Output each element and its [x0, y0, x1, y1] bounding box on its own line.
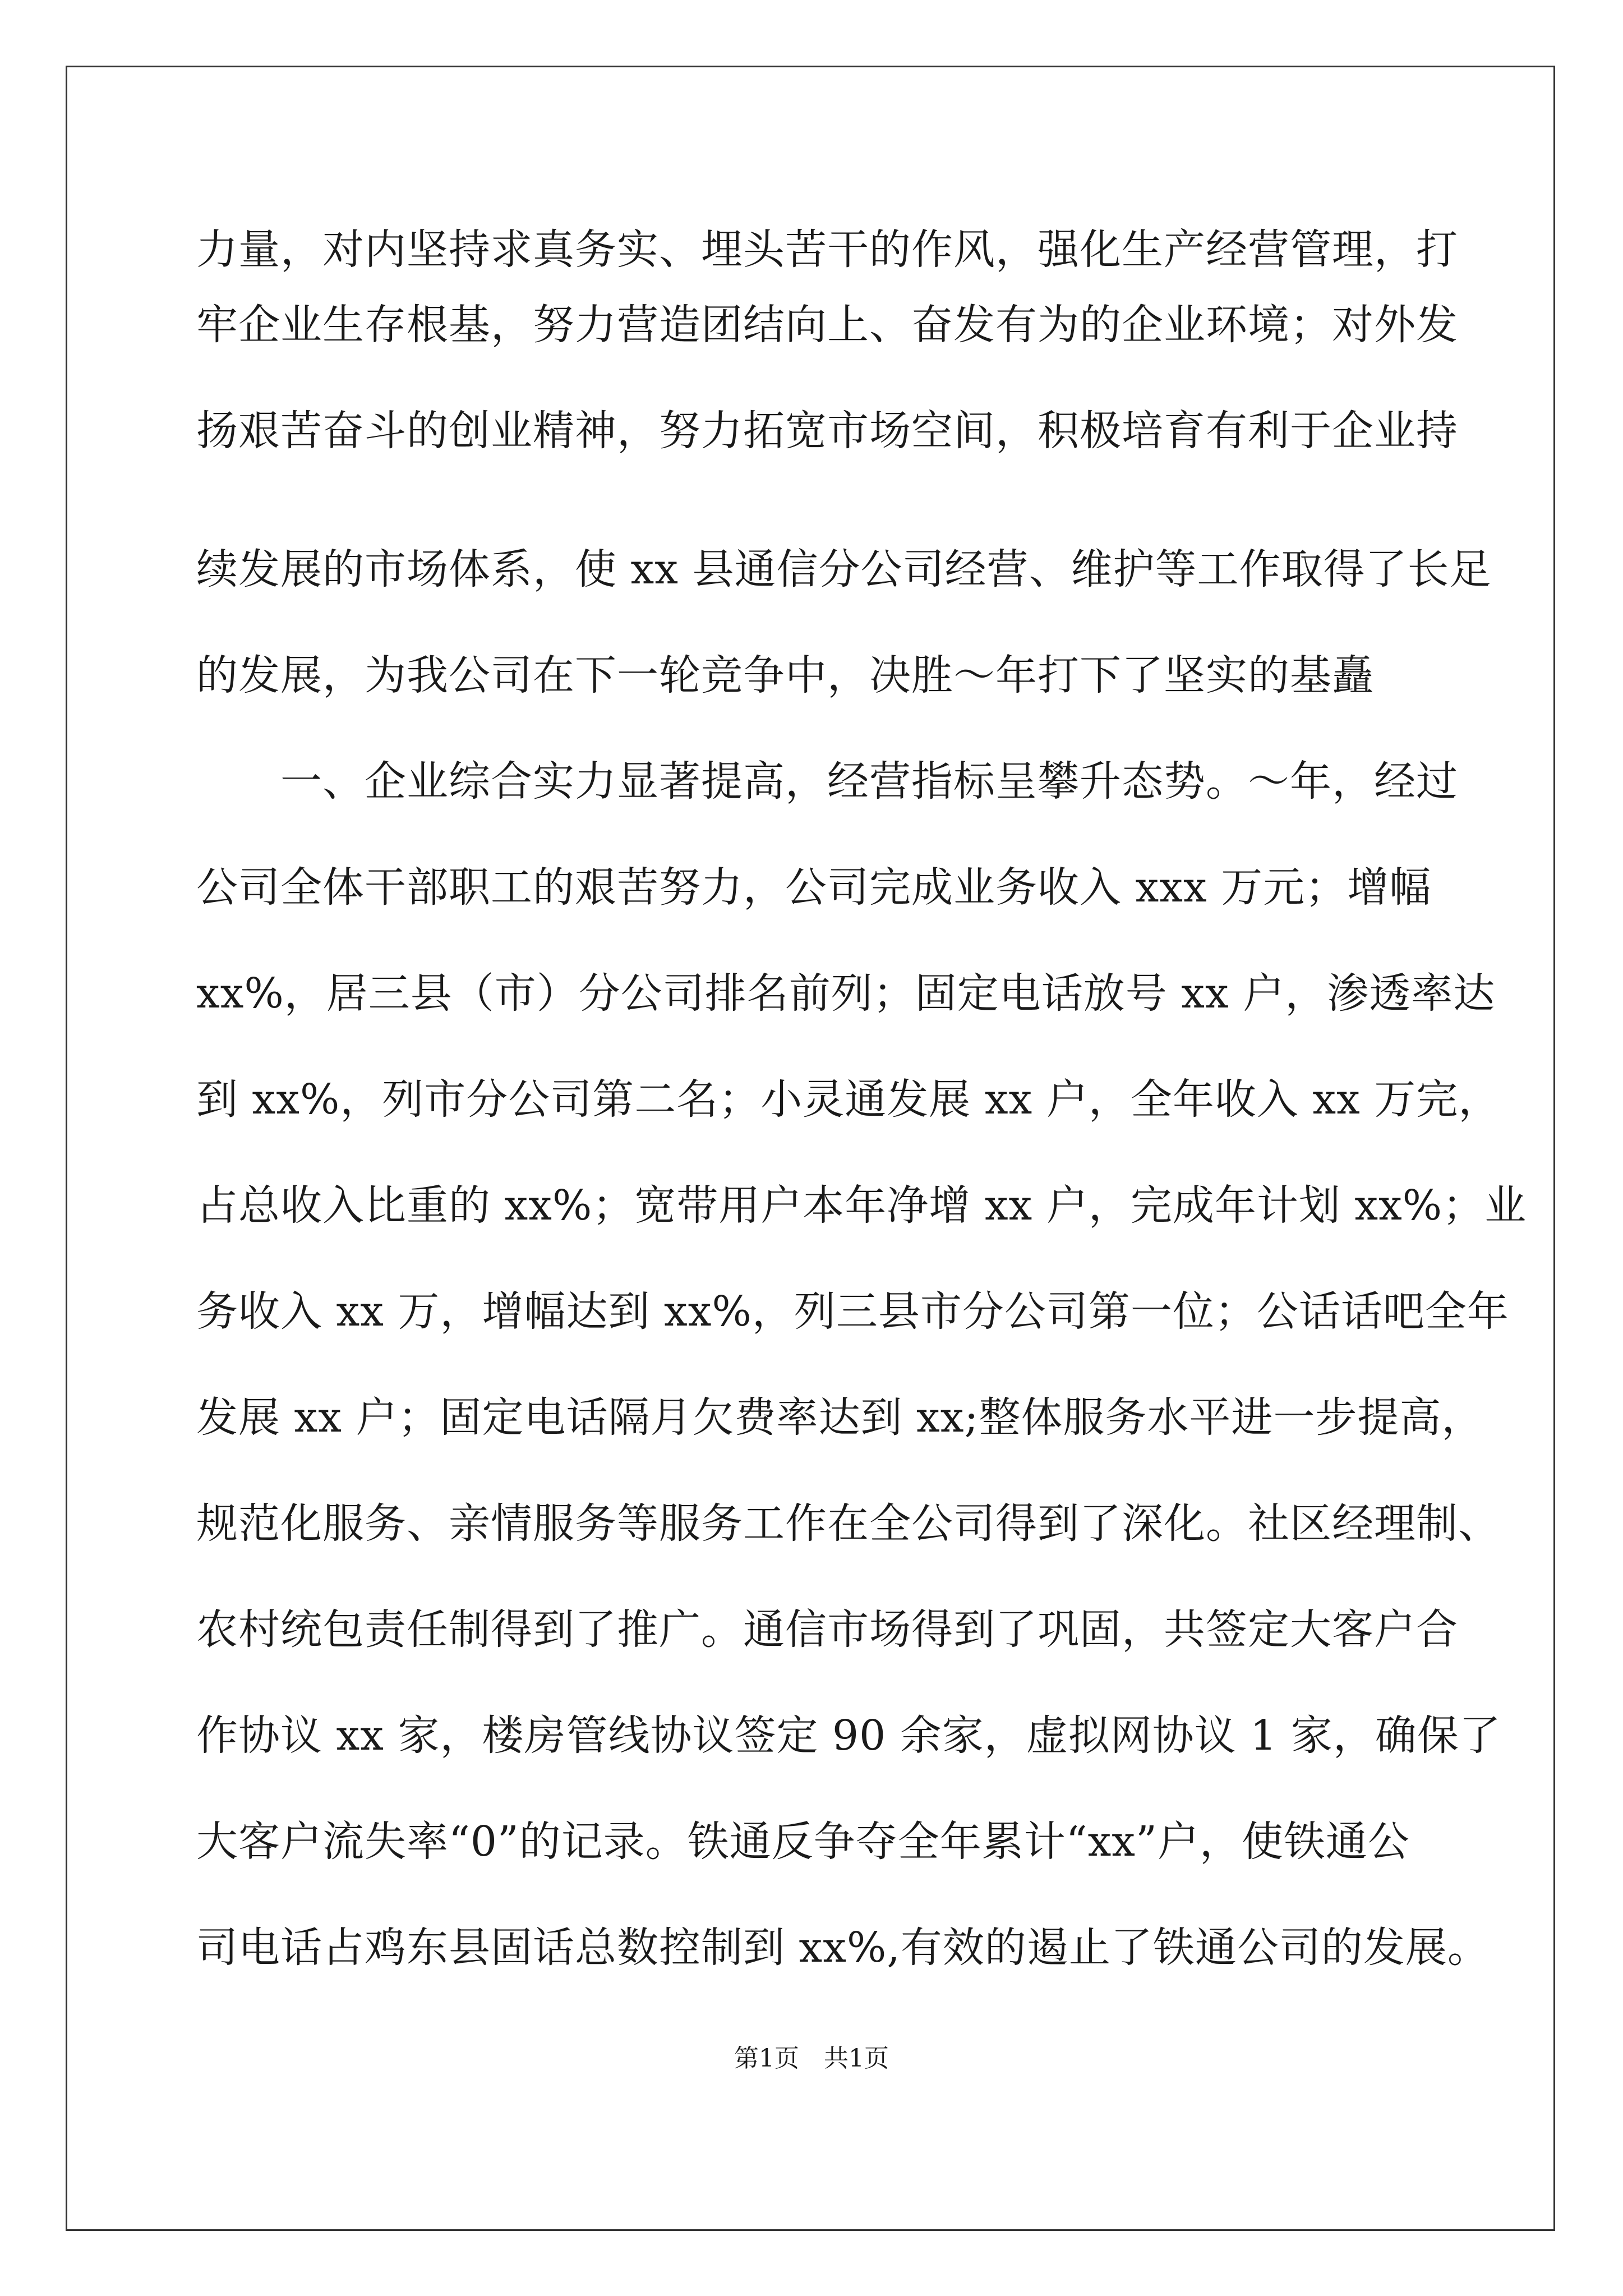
page-border [66, 66, 1555, 2231]
text-line: xx%，居三县（市）分公司排名前列；固定电话放号 xx 户，渗透率达 [196, 969, 1496, 1018]
text-line: 一、企业综合实力显著提高，经营指标呈攀升态势。～年，经过 [196, 757, 1458, 806]
text-line: 力量，对内坚持求真务实、埋头苦干的作风，强化生产经营管理，打 [196, 226, 1458, 274]
page-number: 第1页 共1页 [734, 2044, 889, 2073]
text-line: 务收入 xx 万，增幅达到 xx%，列三县市分公司第一位；公话话吧全年 [196, 1287, 1509, 1336]
text-line: 农村统包责任制得到了推广。通信市场得到了巩固，共签定大客户合 [196, 1605, 1458, 1654]
text-line: 续发展的市场体系，使 xx 县通信分公司经营、维护等工作取得了长足 [196, 545, 1492, 593]
text-line: 大客户流失率“0”的记录。铁通反争夺全年累计“xx”户，使铁通公 [196, 1818, 1410, 1866]
text-line: 牢企业生存根基，努力营造团结向上、奋发有为的企业环境；对外发 [196, 301, 1458, 349]
text-line: 扬艰苦奋斗的创业精神，努力拓宽市场空间，积极培育有利于企业持 [196, 407, 1458, 455]
text-line: 公司全体干部职工的艰苦努力，公司完成业务收入 xxx 万元；增幅 [196, 863, 1432, 912]
text-line: 规范化服务、亲情服务等服务工作在全公司得到了深化。社区经理制、 [196, 1499, 1500, 1548]
text-line: 占总收入比重的 xx%；宽带用户本年净增 xx 户，完成年计划 xx%；业 [196, 1181, 1527, 1230]
text-line: 司电话占鸡东县固话总数控制到 xx%,有效的遏止了铁通公司的发展。 [196, 1924, 1490, 1972]
text-line: 的发展，为我公司在下一轮竞争中，决胜～年打下了坚实的基矗 [196, 651, 1374, 700]
text-line: 到 xx%，列市分公司第二名；小灵通发展 xx 户，全年收入 xx 万完， [196, 1075, 1501, 1124]
text-line: 发展 xx 户；固定电话隔月欠费率达到 xx;整体服务水平进一步提高， [196, 1393, 1484, 1442]
text-line: 作协议 xx 家，楼房管线协议签定 90 余家，虚拟网协议 1 家，确保了 [196, 1711, 1501, 1760]
